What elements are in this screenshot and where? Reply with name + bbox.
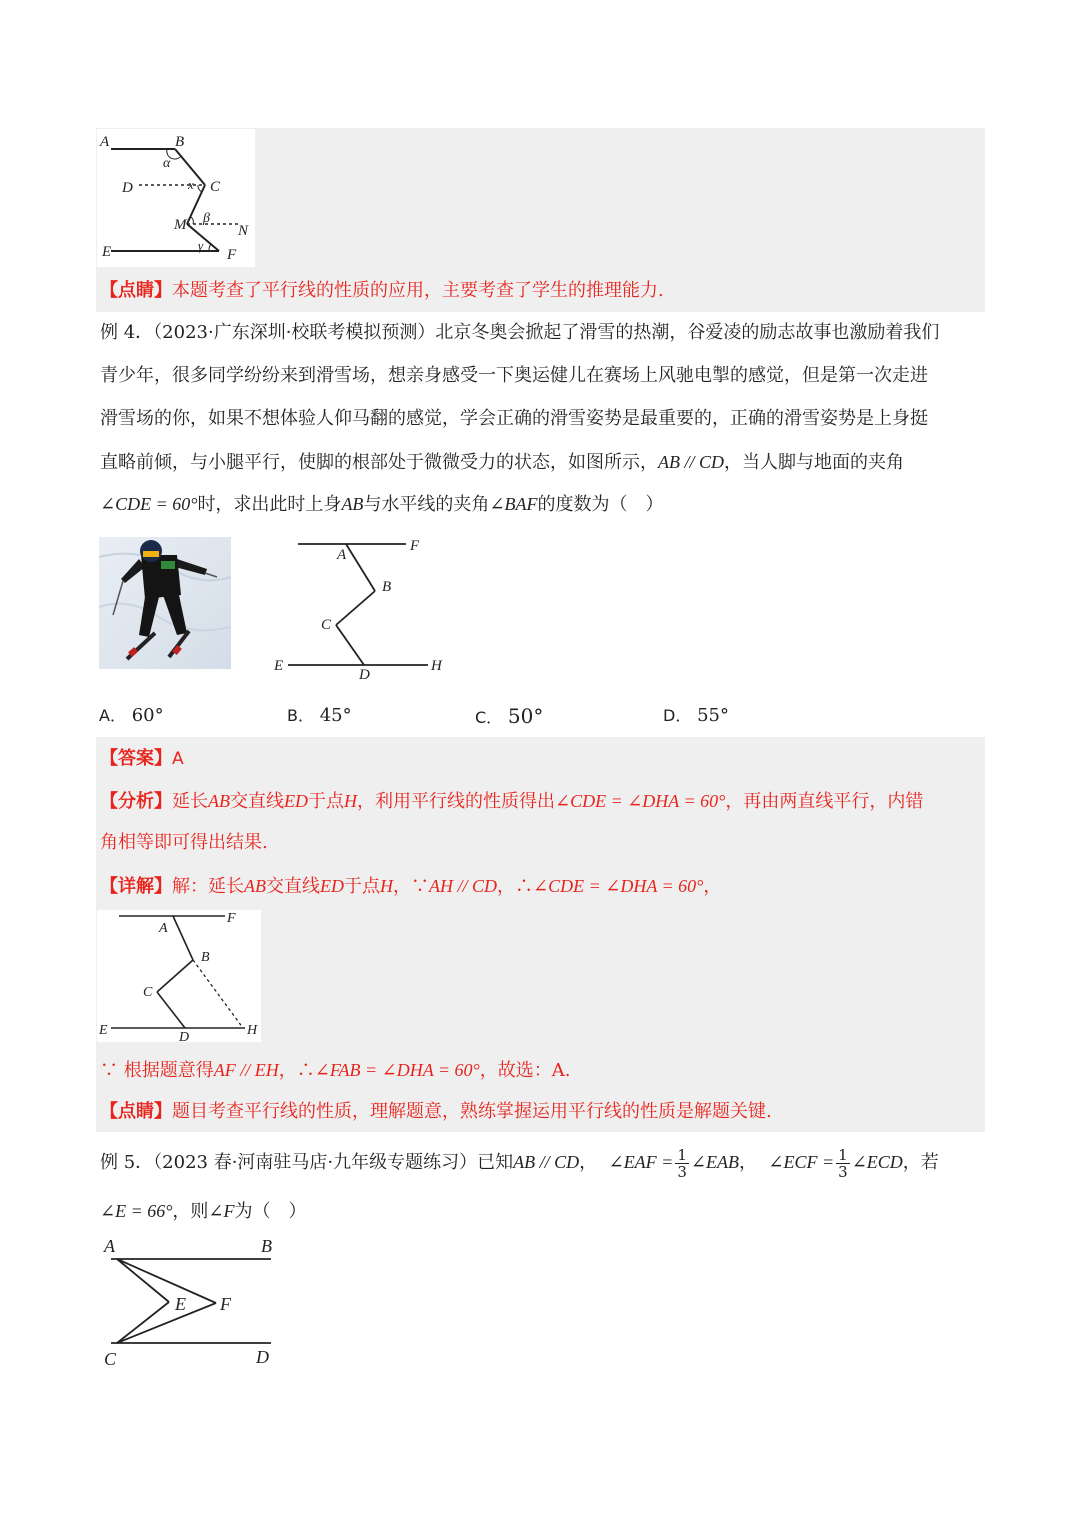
fraction-one-third-2: $\frac{1}{3}$ bbox=[838, 1145, 848, 1181]
ex4-intro-line5: ∠CDE = 60°时，求出此时上身AB与水平线的夹角∠BAF的度数为（ ） bbox=[100, 494, 664, 515]
label-c: C bbox=[143, 985, 153, 1000]
ex4-analysis-line1: 【分析】延长AB交直线ED于点H，利用平行线的性质得出∠CDE = ∠DHA = 60°，再由两直线平行，内错 bbox=[100, 791, 924, 812]
label-e: E bbox=[274, 658, 284, 674]
label-gamma: γ bbox=[198, 238, 204, 253]
label-n: N bbox=[238, 223, 249, 239]
ex4-conclusion: ∵ 根据题意得AF // EH，∴∠FAB = ∠DHA = 60°，故选：A. bbox=[100, 1060, 571, 1081]
label-beta: β bbox=[203, 211, 210, 226]
label-f: F bbox=[227, 911, 236, 926]
label-a: A bbox=[159, 921, 168, 936]
label-e: E bbox=[102, 244, 112, 260]
figure-prev-parallel-lines bbox=[97, 129, 255, 267]
label-e: E bbox=[99, 1023, 108, 1038]
line-ab bbox=[346, 544, 375, 591]
ex5-intro-line1: 例 5．（2023 春·河南驻马店·九年级专题练习）已知AB // CD， ∠EAF = $\frac{1}{3}$ ∠EAB， ∠ECF = $\frac{1}{3}$ ∠ECD，若 bbox=[100, 1145, 939, 1181]
ex4-intro-line1: 例 4．（2023·广东深圳·校联考模拟预测）北京冬奥会掀起了滑雪的热潮，谷爱凌的励志故事也激励着我们 bbox=[100, 322, 940, 343]
ex5-intro-line2: ∠E = 66°，则∠F为（ ） bbox=[100, 1201, 307, 1222]
label-h: H bbox=[431, 658, 442, 674]
ex4-intro-line3: 滑雪场的你，如果不想体验人仰马翻的感觉，学会正确的滑雪姿势是最重要的，正确的滑雪姿势是上身挺 bbox=[100, 408, 928, 429]
fraction-one-third: $\frac{1}{3}$ bbox=[677, 1145, 687, 1181]
label-d: D bbox=[122, 180, 133, 196]
ex5-figure bbox=[99, 1232, 289, 1372]
line-ce bbox=[117, 1302, 169, 1343]
ex4-answer: 【答案】A bbox=[100, 748, 184, 769]
ex4-intro-line2: 青少年，很多同学纷纷来到滑雪场，想亲身感受一下奥运健儿在赛场上风驰电掣的感觉，但是第一次走进 bbox=[100, 365, 928, 386]
label-d: D bbox=[359, 667, 370, 683]
label-f: F bbox=[410, 538, 420, 554]
label-c: C bbox=[210, 179, 221, 195]
label-e: E bbox=[175, 1294, 186, 1314]
label-c: C bbox=[104, 1349, 117, 1369]
option-d[interactable]: D． 55° bbox=[663, 705, 729, 726]
label-b: B bbox=[175, 134, 185, 150]
line-af bbox=[117, 1259, 216, 1303]
label-c: C bbox=[321, 617, 332, 633]
label-d: D bbox=[256, 1347, 269, 1367]
line-cf bbox=[117, 1303, 216, 1343]
label-f: F bbox=[220, 1294, 231, 1314]
label-b: B bbox=[201, 950, 210, 965]
label-a: A bbox=[104, 1236, 115, 1256]
ex4-analysis-line2: 角相等即可得出结果. bbox=[100, 832, 268, 853]
label-x: x bbox=[188, 177, 194, 192]
ex4-comment: 【点睛】题目考查平行线的性质，理解题意，熟练掌握运用平行线的性质是解题关键. bbox=[100, 1101, 772, 1122]
ex4-detail-figure bbox=[97, 910, 261, 1042]
line-bc bbox=[336, 591, 375, 625]
line-cd bbox=[336, 625, 364, 665]
option-b[interactable]: B． 45° bbox=[287, 705, 352, 726]
label-a: A bbox=[337, 547, 347, 563]
option-c[interactable]: C． 50° bbox=[475, 704, 544, 728]
label-alpha: α bbox=[163, 156, 171, 171]
ex4-figure bbox=[268, 533, 448, 683]
ex4-detail-line1: 【详解】解：延长AB交直线ED于点H，∵AH // CD，∴∠CDE = ∠DHA = 60°， bbox=[100, 876, 722, 897]
label-m: M bbox=[174, 217, 187, 233]
skier-photo bbox=[99, 537, 231, 669]
label-d: D bbox=[179, 1030, 190, 1042]
label-h: H bbox=[247, 1023, 258, 1038]
line-ae bbox=[117, 1259, 169, 1302]
label-a: A bbox=[100, 134, 110, 150]
option-a[interactable]: A． 60° bbox=[99, 705, 164, 726]
label-b: B bbox=[382, 579, 392, 595]
label-b: B bbox=[261, 1236, 272, 1256]
ex4-intro-line4: 直略前倾，与小腿平行，使脚的根部处于微微受力的状态，如图所示，AB // CD，当人脚与地面的夹角 bbox=[100, 452, 904, 473]
prev-comment: 【点睛】本题考查了平行线的性质的应用，主要考查了学生的推理能力. bbox=[100, 280, 664, 301]
label-f: F bbox=[227, 247, 237, 263]
